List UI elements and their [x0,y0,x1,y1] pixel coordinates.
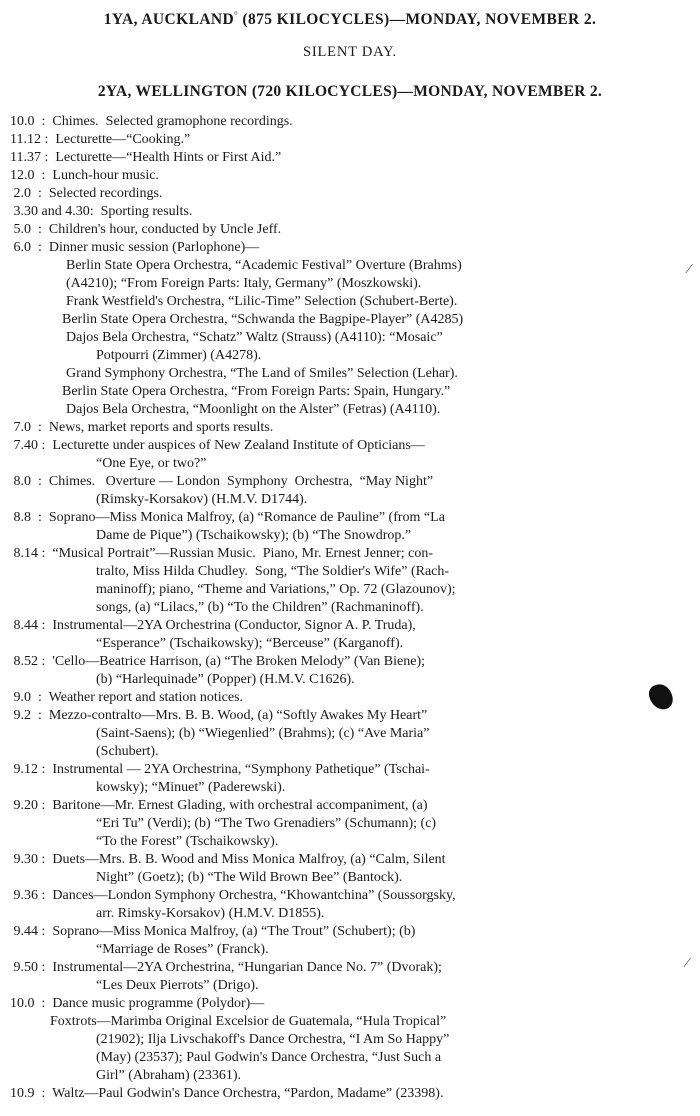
programme-line: 11.37 : Lecturette—“Health Hints or First Aid.” [10,150,282,165]
programme-line: 7.40 : Lecturette under auspices of New Zealand Institute of Opticians— [10,438,425,453]
programme-list [0,113,700,1103]
programme-subline: “Marriage de Roses” (Franck). [96,942,269,957]
programme-subline: arr. Rimsky-Korsakov) (H.M.V. D1855). [96,906,325,921]
station-heading-2ya: 2YA, WELLINGTON (720 KILOCYCLES)—MONDAY, NOVEMBER 2. [97,83,603,100]
programme-line: 9.20 : Baritone—Mr. Ernest Glading, with orchestral accompaniment, (a) [10,798,428,813]
programme-subline: songs, (a) “Lilacs,” (b) “To the Children” (Rachmaninoff). [96,600,424,615]
programme-subline: maninoff); piano, “Theme and Variations,” Op. 72 (Glazounov); [96,582,456,597]
programme-line: 8.44 : Instrumental—2YA Orchestrina (Conductor, Signor A. P. Truda), [10,618,416,633]
programme-line: 2.0 : Selected recordings. [10,186,163,201]
programme-line: 8.14 : “Musical Portrait”—Russian Music. Piano, Mr. Ernest Jenner; con- [10,546,434,561]
programme-line: 9.44 : Soprano—Miss Monica Malfroy, (a) “The Trout” (Schubert); (b) [10,924,416,939]
programme-subline: Frank Westfield's Orchestra, “Lilic-Time” Selection (Schubert-Berte). [66,294,458,309]
programme-subline: “Eri Tu” (Verdi); (b) “The Two Grenadiers” (Schumann); (c) [96,816,437,831]
programme-line: 8.8 : Soprano—Miss Monica Malfroy, (a) “Romance de Pauline” (from “La [10,510,445,525]
programme-subline: (b) “Harlequinade” (Popper) (H.M.V. C1626). [96,672,355,687]
programme-subline: (Schubert). [96,744,159,759]
programme-line: 12.0 : Lunch-hour music. [10,168,159,183]
programme-line: 9.12 : Instrumental — 2YA Orchestrina, “Symphony Pathetique” (Tschai- [10,762,430,777]
programme-subline: Night” (Goetz); (b) “The Wild Brown Bee” (Bantock). [96,870,403,885]
programme-subline: Berlin State Opera Orchestra, “From Foreign Parts: Spain, Hungary.” [62,384,451,399]
programme-line: 9.2 : Mezzo-contralto—Mrs. B. B. Wood, (a) “Softly Awakes My Heart” [10,708,428,723]
programme-subline: Dame de Pique”) (Tschaikowsky); (b) “The Snowdrop.” [96,528,412,543]
programme-line: 6.0 : Dinner music session (Parlophone)— [10,240,260,255]
programme-line: 8.0 : Chimes. Overture — London Symphony Orchestra, “May Night” [10,474,434,489]
programme-subline: Grand Symphony Orchestra, “The Land of Smiles” Selection (Lehar). [66,366,458,381]
programme-line: 7.0 : News, market reports and sports results. [10,420,274,435]
programme-subline: “Les Deux Pierrots” (Drigo). [96,978,259,993]
programme-subline: “To the Forest” (Tschaikowsky). [96,834,279,849]
programme-subline: (Rimsky-Korsakov) (H.M.V. D1744). [96,492,308,507]
programme-line: 9.0 : Weather report and station notices. [10,690,244,705]
programme-subline: Dajos Bela Orchestra, “Schatz” Waltz (Strauss) (A4110): “Mosaic” [66,330,443,345]
programme-subline: Girl” (Abraham) (23361). [96,1068,242,1083]
programme-subline: (21902); Ilja Livschakoff's Dance Orchestra, “I Am So Happy” [96,1032,450,1047]
programme-line: 3.30 and 4.30: Sporting results. [10,204,193,219]
silent-day-notice: SILENT DAY. [303,44,397,60]
programme-subline: “Esperance” (Tschaikowsky); “Berceuse” (Karganoff). [96,636,404,651]
programme-line: 8.52 : 'Cello—Beatrice Harrison, (a) “The Broken Melody” (Van Biene); [10,654,426,669]
programme-subline: Foxtrots—Marimba Original Excelsior de Guatemala, “Hula Tropical” [50,1014,447,1029]
programme-line: 5.0 : Children's hour, conducted by Uncle Jeff. [10,222,282,237]
programme-line: 9.36 : Dances—London Symphony Orchestra, “Khowantchina” (Soussorgsky, [10,888,456,903]
programme-line: 11.12 : Lecturette—“Cooking.” [10,132,191,147]
programme-line: 9.50 : Instrumental—2YA Orchestrina, “Hungarian Dance No. 7” (Dvorak); [10,960,442,975]
programme-subline: Berlin State Opera Orchestra, “Academic Festival” Overture (Brahms) [66,258,462,273]
programme-subline: tralto, Miss Hilda Chudley. Song, “The Soldier's Wife” (Rach- [96,564,450,579]
programme-line: 9.30 : Duets—Mrs. B. B. Wood and Miss Monica Malfroy, (a) “Calm, Silent [10,852,446,867]
programme-line: 10.0 : Dance music programme (Polydor)— [10,996,265,1011]
programme-subline: Potpourri (Zimmer) (A4278). [96,348,262,363]
margin-mark: ⁄ [686,956,689,971]
programme-subline: kowsky); “Minuet” (Paderewski). [96,780,286,795]
station-heading-1ya: 1YA, AUCKLAND° (875 KILOCYCLES)—MONDAY, NOVEMBER 2. [103,10,597,29]
programme-subline: (May) (23537); Paul Godwin's Dance Orchestra, “Just Such a [96,1050,442,1065]
programme-subline: (Saint-Saens); (b) “Wiegenlied” (Brahms); (c) “Ave Maria” [96,726,430,741]
programme-line: 10.9 : Waltz—Paul Godwin's Dance Orchestra, “Pardon, Madame” (23398). [10,1086,444,1101]
programme-subline: Dajos Bela Orchestra, “Moonlight on the Alster” (Fetras) (A4110). [66,402,441,417]
programme-subline: (A4210); “From Foreign Parts: Italy, Germany” (Moszkowski). [66,276,422,291]
programme-subline: Berlin State Opera Orchestra, “Schwanda the Bagpipe-Player” (A4285) [62,312,464,327]
programme-subline: “One Eye, or two?” [96,456,207,471]
margin-mark: ⁄ [688,262,691,277]
programme-line: 10.0 : Chimes. Selected gramophone recordings. [10,114,293,129]
